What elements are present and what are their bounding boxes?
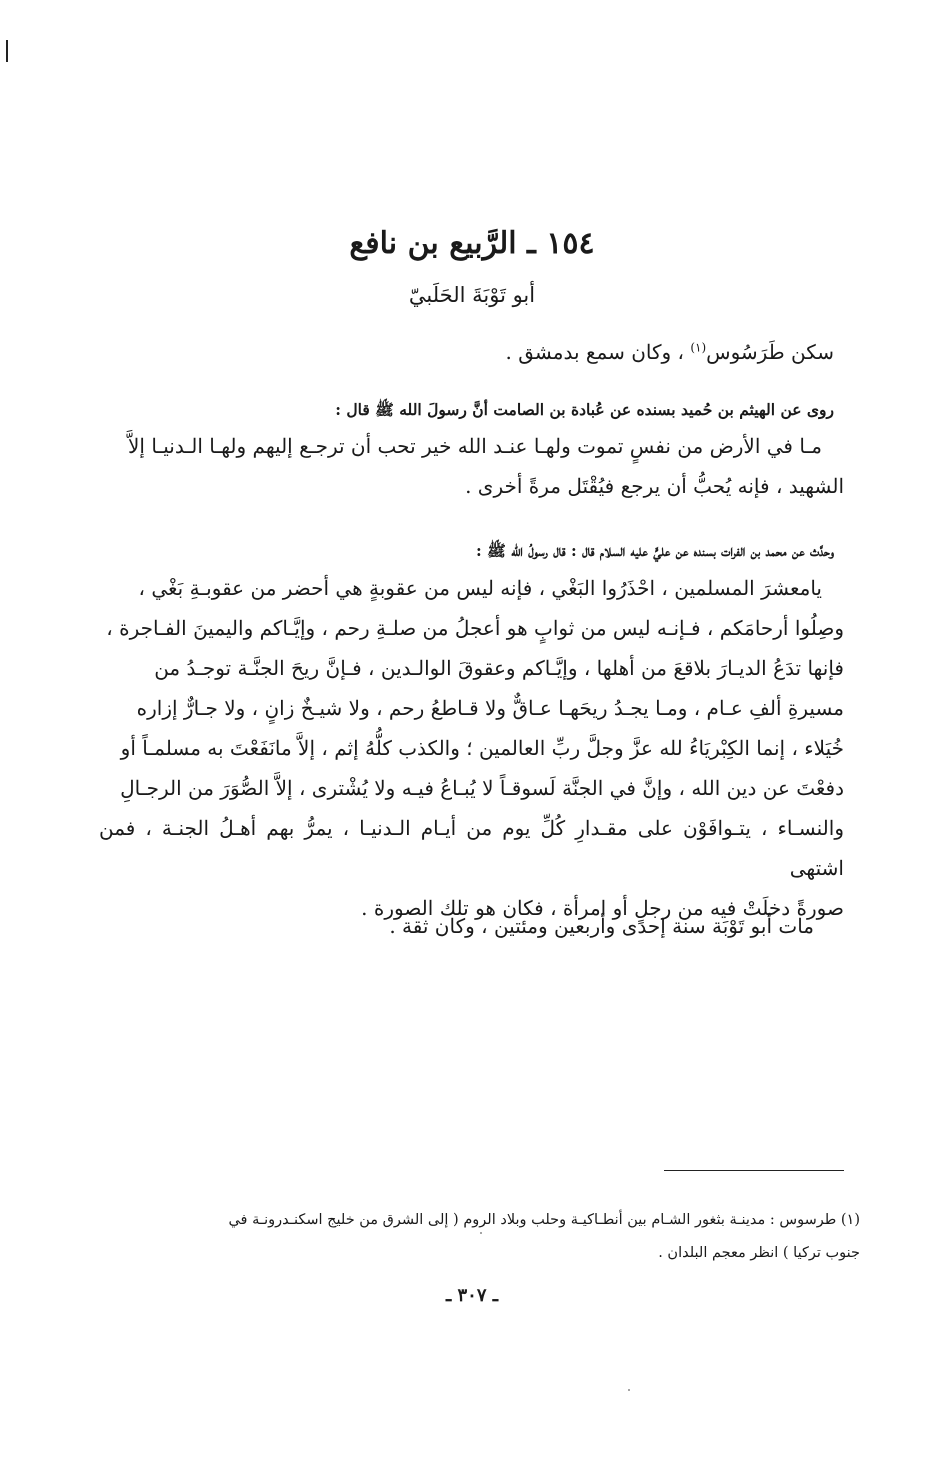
hadith2-line-8: صورةً دخلَتْ فيه من رجلٍ أو امرأة ، فكان هو تلك الصورة . bbox=[361, 896, 844, 920]
entry-kunya: أبو تَوْبَةَ الحَلَبيّ bbox=[408, 283, 536, 307]
hadith2-line-7: والنسـاء ، يتـوافَوْن على مقـدارِ كُلِّ يوم من أيـام الـدنيـا ، يمرُّ بهم أهـلُ الجنـة ، فمن اشتهى bbox=[99, 816, 844, 880]
death-note: مات أبو تَوْبَة سنة إحدى وأربعين ومئتين ، وكان ثقة . bbox=[389, 914, 814, 938]
hadith2-line-2: وصِلُوا أرحامَكم ، فـإنـه ليس من ثوابٍ هو أعجلُ من صلـةِ رحم ، وإيَّـاكم واليمينَ الفـاجرة ، bbox=[106, 616, 844, 640]
intro-rest: ، وكان سمع بدمشق . bbox=[505, 340, 684, 364]
hadith2-line-4: مسيرةِ ألفِ عـام ، ومـا يجـدُ ريحَهـا عـاقٌّ ولا قـاطعُ رحم ، ولا شيـخٌ زانٍ ، ولا جـارٌّ إزاره bbox=[136, 696, 844, 720]
intro-text: سكن طَرَسُوس bbox=[706, 340, 834, 364]
intro-line bbox=[506, 340, 835, 364]
footnote bbox=[90, 1204, 860, 1270]
footnote-line-1: (١) طرسوس : مدينـة بثغور الشـام بين أنطـاكيـة وحلب وبلاد الروم ( إلى الشرق من خليج اسكنـدرونـة في bbox=[228, 1212, 860, 1228]
hadith1-line-2: الشهيد ، فإنه يُحبُّ أن يرجع فيُقْتَل مرةً أخرى . bbox=[465, 474, 844, 498]
footnote-line-2: جنوب تركيا ) انظر معجم البلدان . bbox=[658, 1245, 860, 1261]
hadith2-isnad: وحدَّث عن محمد بن الفرات بسنده عن عليٍّ عليه السلام قال : قال رسولُ الله ﷺ : bbox=[476, 541, 834, 560]
scan-speck bbox=[480, 1232, 482, 1234]
hadith2-line-1: يامعشرَ المسلمين ، احْذَرُوا البَغْي ، فإنه ليس من عقوبةٍ هي أحضر من عقوبـةِ بَغْي ، bbox=[138, 576, 822, 600]
scan-speck bbox=[628, 1389, 630, 1391]
hadith1-isnad: روى عن الهيثم بن حُميد بسنده عن عُبادة بن الصامت أنَّ رسولَ الله ﷺ قال : bbox=[335, 400, 834, 419]
hadith2-matn bbox=[99, 568, 844, 928]
footnote-ref[interactable]: (١) bbox=[690, 340, 707, 355]
hadith1-matn bbox=[99, 426, 844, 506]
hadith2-line-3: فإنها تدَعُ الديـارَ بلاقعَ من أهلها ، وإيَّـاكم وعقوقَ الوالـدين ، فـإنَّ ريحَ الجنَّـة توجـدُ من bbox=[154, 656, 844, 680]
entry-title: ١٥٤ ـ الرَّبيع بن نافع bbox=[349, 226, 595, 261]
hadith2-line-5: خُيَلاء ، إنما الكِبْريَاءُ لله عزَّ وجلَّ ربِّ العالمين ؛ والكذب كلُّهُ إثم ، إلاَّ مانَفَعْتَ به مسلمـاً أو bbox=[120, 736, 844, 760]
hadith1-line-1: مـا في الأرض من نفسٍ تموت ولهـا عنـد الله خير تحب أن ترجـع إليهم ولهـا الـدنيـا إلاَّ bbox=[128, 434, 822, 458]
hadith2-line-6: دفعْتَ عن دين الله ، وإنَّ في الجنَّة لَسوقـاً لا يُبـاعُ فيـه ولا يُشْترى ، إلاَّ الصُّوَرَ من الرجـالِ bbox=[120, 776, 844, 800]
page-number: ـ ٣٠٧ ـ bbox=[445, 1285, 499, 1306]
footnote-rule bbox=[664, 1170, 844, 1171]
